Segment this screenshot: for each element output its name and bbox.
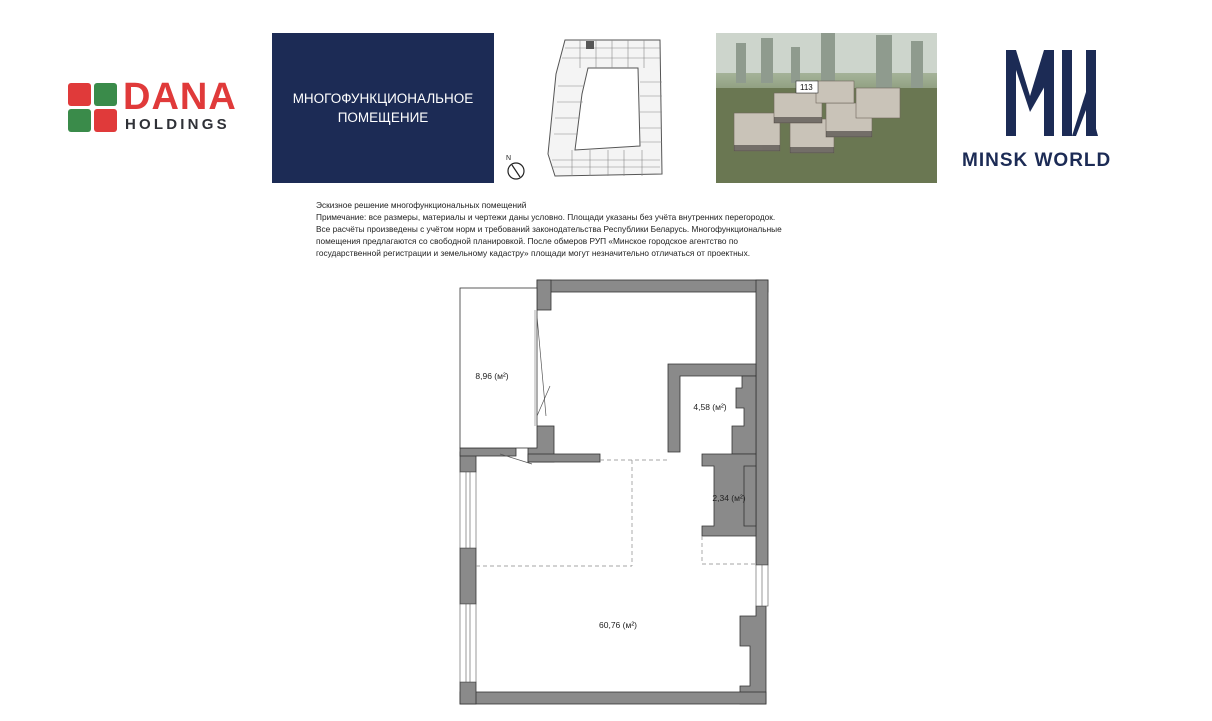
note-line: Все расчёты произведены с учётом норм и требований законодательства Республики Беларусь. Многофункциональные [316,224,782,234]
building-key-plan [500,34,670,184]
title-box [272,33,494,183]
room-area-storage: 4,58 (м²) [693,402,727,412]
compass-label: N [506,155,512,162]
title-line-1: МНОГОФУНКЦИОНАЛЬНОЕ [292,91,474,106]
dana-holdings-logo [68,76,258,134]
balcony-door [537,316,550,416]
aerial-photo [716,33,937,183]
floor-plan [440,276,780,716]
note-line: Примечание: все размеры, материалы и чертежи даны условно. Площади указаны без учёта внутренних перегородок. [316,212,776,222]
dana-logo-subword: HOLDINGS [125,116,230,133]
room-area-main: 60,76 (м²) [599,620,637,630]
dana-logo-word: DANA [123,76,237,118]
photo-building-tag: 113 [800,83,813,92]
balcony-outline [460,288,537,448]
note-line: государственной регистрации и земельному кадастру» площади могут незначительно отличаться от проектных. [316,248,751,258]
compass-icon [506,155,524,179]
note-line: Эскизное решение многофункциональных помещений [316,200,527,210]
note-line: помещения предлагаются со свободной планировкой. После обмеров РУП «Минское городское агентство по [316,236,738,246]
minsk-world-wordmark: MINSK WORLD [962,150,1112,171]
title-line-2: ПОМЕЩЕНИЕ [337,110,429,125]
window-right [756,565,768,606]
room-area-balcony: 8,96 (м²) [475,371,509,381]
disclaimer-notes [316,199,916,259]
room-area-wc: 2,34 (м²) [712,493,746,503]
dana-logo-mark [68,83,118,133]
selected-unit-marker [586,41,594,49]
